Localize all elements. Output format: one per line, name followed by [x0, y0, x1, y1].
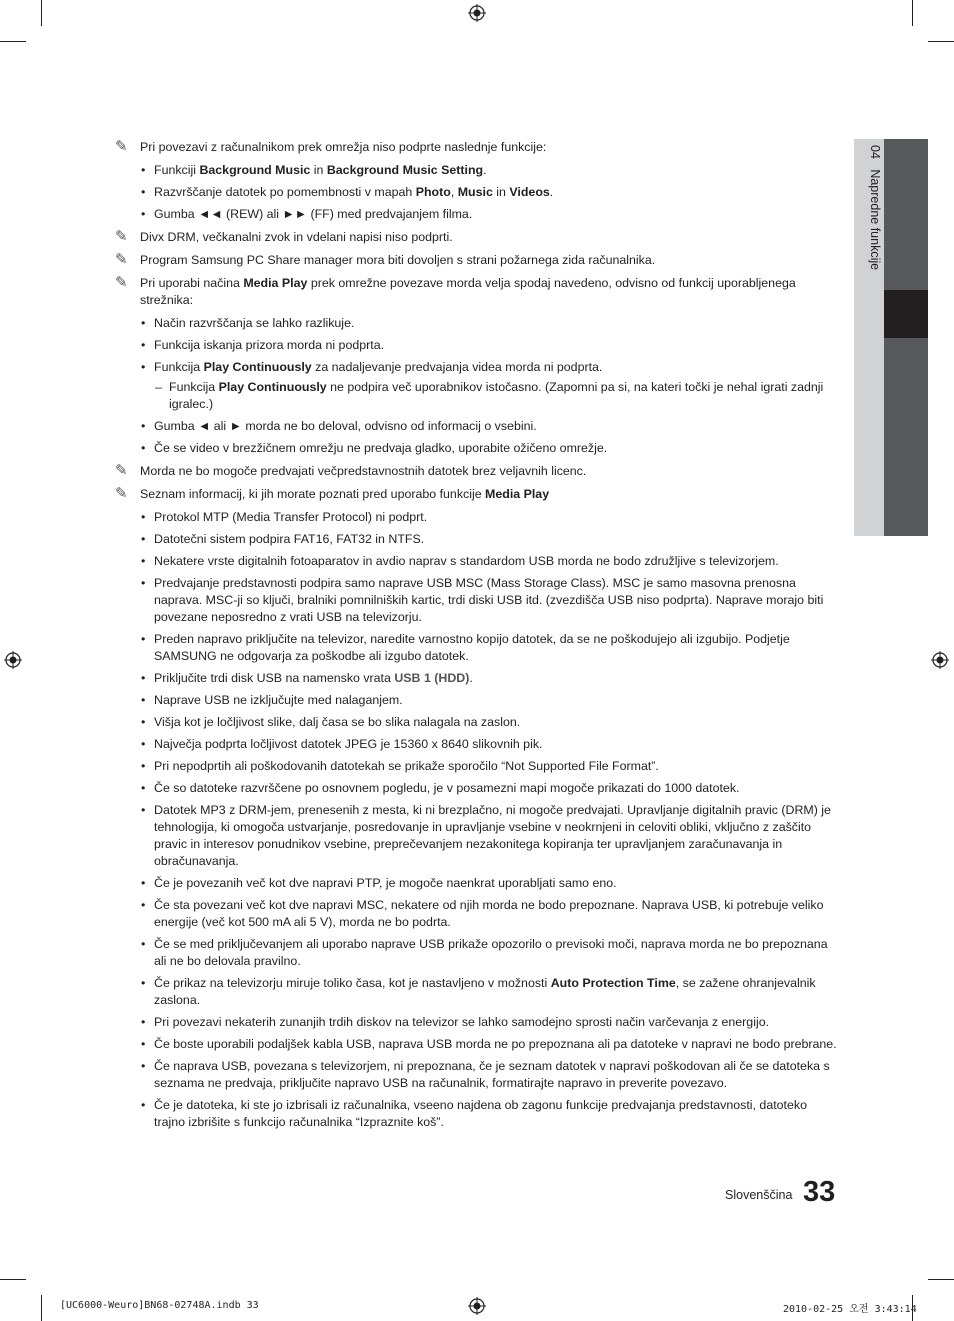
- list-item: • Priključite trdi disk USB na namensko vrata USB 1 (HDD).: [115, 670, 840, 687]
- bullet-list: [115, 418, 840, 457]
- registration-mark-icon: [931, 651, 949, 669]
- list-item: • Če prikaz na televizorju miruje toliko časa, kot je nastavljeno v možnosti Auto Protection Time, se zažene ohranjevalnik zaslona.: [115, 975, 840, 1009]
- list-item: • Če boste uporabili podaljšek kabla USB, naprava USB morda ne po prepoznana ali pa datoteke v napravi ne bodo prebrane.: [115, 1036, 840, 1053]
- list-item: • Višja kot je ločljivost slike, dalj časa se bo slika nalagala na zaslon.: [115, 714, 840, 731]
- note-pencil-icon: ✎: [115, 228, 128, 245]
- list-item: • Funkcija Play Continuously za nadaljevanje predvajanja videa morda ni podprta.: [115, 359, 840, 376]
- crop-mark: [0, 41, 26, 42]
- list-item: • Največja podprta ločljivost datotek JPEG je 15360 x 8640 slikovnih pik.: [115, 736, 840, 753]
- note: ✎ Seznam informacij, ki jih morate poznati pred uporabo funkcije Media Play: [115, 485, 550, 502]
- note-pencil-icon: ✎: [115, 462, 128, 479]
- list-item: • Če sta povezani več kot dve napravi MSC, nekatere od njih morda ne bodo prepoznane. Naprava USB, ki potrebuje veliko energije (več kot 500 mA ali 5 V), morda ne bo podrta.: [115, 897, 840, 931]
- list-item: • Če naprava USB, povezana s televizorjem, ni prepoznana, če je seznam datotek v napravi poškodovan ali če se datoteka s seznama ne predvaja, priključite napravo USB na računalnik, formatirajte napravo in preverite povezavo.: [115, 1058, 840, 1092]
- registration-mark-icon: [4, 651, 22, 669]
- list-item: • Nekatere vrste digitalnih fotoaparatov in avdio naprav s standardom USB morda ne bodo združljive s televizorjem.: [115, 553, 840, 570]
- dash-item: – Funkcija Play Continuously ne podpira več uporabnikov istočasno. (Zapomni pa si, na kateri točki je nehal igrati zadnji igralec.): [115, 379, 840, 413]
- list-item: • Razvrščanje datotek po pomembnosti v mapah Photo, Music in Videos.: [115, 184, 840, 201]
- list-item: • Če so datoteke razvrščene po osnovnem pogledu, je v posamezni mapi mogoče prikazati do 1000 datotek.: [115, 780, 840, 797]
- list-item: • Funkciji Background Music in Background Music Setting.: [115, 162, 840, 179]
- list-item: • Datotek MP3 z DRM-jem, prenesenih z mesta, ki ni brezplačno, ni mogoče predvajati. Upravljanje digitalnih pravic (DRM) je tehnologija, ki omogoča ustvarjanje, posredovanje in upravljanje vsebine v neokrnjeni in celoviti obliki, vključno z zaščito pravic in interesov ponudnikov vsebine, preprečevanjem nezakonitega kopiranja ter upravljanjem zaračunavanja in obračunavanja.: [115, 802, 840, 870]
- list-item: • Če je povezanih več kot dve napravi PTP, je mogoče naenkrat uporabljati samo eno.: [115, 875, 840, 892]
- side-tab-marker: [884, 290, 928, 338]
- page-number: 33: [803, 1176, 836, 1208]
- note-pencil-icon: ✎: [115, 274, 128, 291]
- list-item: • Pri povezavi nekaterih zunanjih trdih diskov na televizor se lahko samodejno sprosti način varčevanja z energijo.: [115, 1014, 840, 1031]
- crop-mark: [928, 1279, 954, 1280]
- registration-mark-icon: [468, 4, 486, 22]
- chapter-title: Napredne funkcije: [868, 169, 882, 271]
- side-tab-label: [856, 145, 882, 315]
- list-item: • Preden napravo priključite na televizor, naredite varnostno kopijo datotek, da se ne poškodujejo ali izgubijo. Podjetje SAMSUNG ne odgovarja za poškodbe ali izgubo datotek.: [115, 631, 840, 665]
- note-pencil-icon: ✎: [115, 251, 128, 268]
- list-item: • Naprave USB ne izključujte med nalaganjem.: [115, 692, 840, 709]
- bullet-list: [115, 509, 840, 1131]
- list-item: • Gumba ◄◄ (REW) ali ►► (FF) med predvajanjem filma.: [115, 206, 840, 223]
- registration-mark-icon: [468, 1297, 486, 1315]
- list-item: • Datotečni sistem podpira FAT16, FAT32 in NTFS.: [115, 531, 840, 548]
- bullet-list: [115, 162, 840, 223]
- footer-language: Slovenščina: [725, 1188, 793, 1202]
- list-item: • Pri nepodprtih ali poškodovanih datotekah se prikaže sporočilo “Not Supported File Format”.: [115, 758, 840, 775]
- crop-mark: [912, 0, 913, 26]
- list-item: • Če je datoteka, ki ste jo izbrisali iz računalnika, vseeno najdena ob zagonu funkcije predvajanja predstavnosti, datoteko trajno izbrišite s funkcijo računalnika “Izpraznite koš”.: [115, 1097, 840, 1131]
- bullet-list: [115, 315, 840, 376]
- crop-mark: [41, 1295, 42, 1321]
- list-item: • Če se med priključevanjem ali uporabo naprave USB prikaže opozorilo o previsoki moči, naprava morda ne bo prepoznana ali ne bo delovala pravilno.: [115, 936, 840, 970]
- list-item: • Če se video v brezžičnem omrežju ne predvaja gladko, uporabite ožičeno omrežje.: [115, 440, 840, 457]
- list-item: • Predvajanje predstavnosti podpira samo naprave USB MSC (Mass Storage Class). MSC je samo masovna prenosna naprava. MSC-ji so ključi, bralniki pomnilniških kartic, trdi diski USB itd. (zvezdišča USB niso podprta). Naprave morajo biti povezane neposredno z vrati USB na televizorju.: [115, 575, 840, 626]
- note: ✎ Pri uporabi načina Media Play prek omrežne povezave morda velja spodaj navedeno, odvisno od funkcij uporabljenega strežnika:: [115, 274, 796, 307]
- note: ✎ Divx DRM, večkanalni zvok in vdelani napisi niso podprti.: [115, 228, 453, 245]
- note-pencil-icon: ✎: [115, 485, 128, 502]
- crop-mark: [928, 41, 954, 42]
- print-info-file: [UC6000-Weuro]BN68-02748A.indb 33: [60, 1300, 259, 1311]
- page-content: [115, 139, 840, 1137]
- crop-mark: [0, 1279, 26, 1280]
- note: ✎ Morda ne bo mogoče predvajati večpredstavnostnih datotek brez veljavnih licenc.: [115, 462, 587, 479]
- note: ✎ Program Samsung PC Share manager mora biti dovoljen s strani požarnega zida računalnika.: [115, 251, 656, 268]
- print-info-date: 2010-02-25 오전 3:43:14: [783, 1304, 917, 1315]
- list-item: • Gumba ◄ ali ► morda ne bo deloval, odvisno od informacij o vsebini.: [115, 418, 840, 435]
- crop-mark: [41, 0, 42, 26]
- note-pencil-icon: ✎: [115, 138, 128, 155]
- list-item: • Funkcija iskanja prizora morda ni podprta.: [115, 337, 840, 354]
- chapter-number: 04: [868, 145, 882, 159]
- list-item: • Protokol MTP (Media Transfer Protocol) ni podprt.: [115, 509, 840, 526]
- note: ✎ Pri povezavi z računalnikom prek omrežja niso podprte naslednje funkcije:: [115, 138, 547, 155]
- list-item: • Način razvrščanja se lahko razlikuje.: [115, 315, 840, 332]
